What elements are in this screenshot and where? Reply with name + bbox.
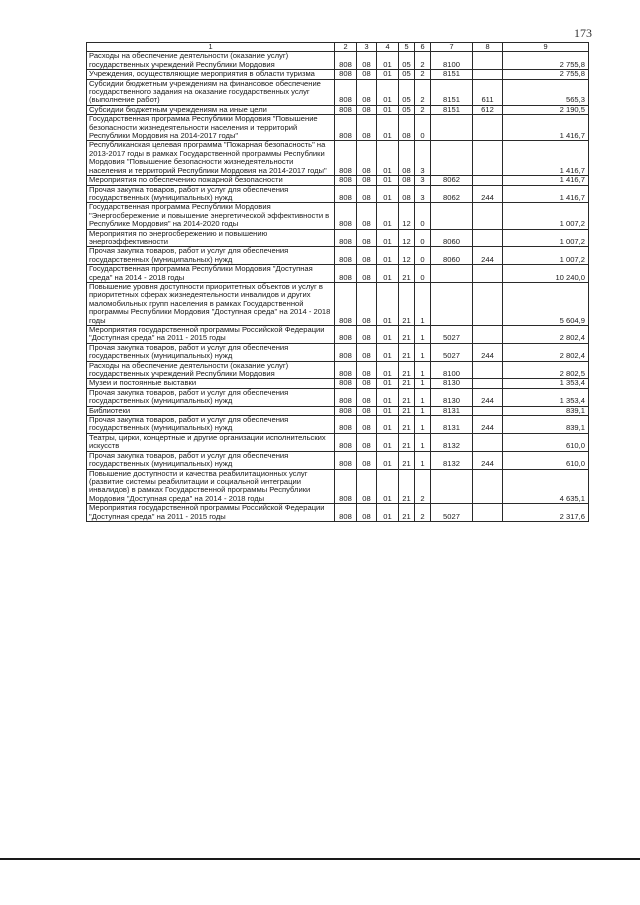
- subsection-code-cell: 01: [377, 176, 399, 185]
- table-row: [87, 105, 589, 114]
- subsection-code-cell: 01: [377, 406, 399, 415]
- subprogram-code-cell: 2: [415, 105, 431, 114]
- program-code-cell: 05: [399, 70, 415, 79]
- program-code-cell: 08: [399, 185, 415, 203]
- section-code-cell: 08: [357, 469, 377, 504]
- amount-cell: 1 416,7: [503, 141, 589, 176]
- expense-type-cell: [473, 141, 503, 176]
- item-name-cell: Прочая закупка товаров, работ и услуг для обеспечения государственных (муниципальных) нужд: [87, 388, 335, 406]
- expense-type-cell: [473, 469, 503, 504]
- section-code-cell: 08: [357, 229, 377, 247]
- column-header-2: 2: [335, 43, 357, 52]
- item-name-cell: Мероприятия по обеспечению пожарной безопасности: [87, 176, 335, 185]
- table-row: [87, 70, 589, 79]
- ministry-code-cell: 808: [335, 469, 357, 504]
- table-row: [87, 326, 589, 344]
- section-code-cell: 08: [357, 379, 377, 388]
- page-bottom-rule: [0, 858, 640, 860]
- program-code-cell: 21: [399, 343, 415, 361]
- direction-code-cell: 8131: [431, 416, 473, 434]
- program-code-cell: 05: [399, 79, 415, 105]
- direction-code-cell: [431, 115, 473, 141]
- direction-code-cell: [431, 141, 473, 176]
- subsection-code-cell: 01: [377, 451, 399, 469]
- section-code-cell: 08: [357, 433, 377, 451]
- program-code-cell: 21: [399, 379, 415, 388]
- subsection-code-cell: 01: [377, 52, 399, 70]
- subprogram-code-cell: 2: [415, 469, 431, 504]
- expense-type-cell: [473, 282, 503, 325]
- amount-cell: 1 007,2: [503, 247, 589, 265]
- ministry-code-cell: 808: [335, 247, 357, 265]
- section-code-cell: 08: [357, 185, 377, 203]
- amount-cell: 1 353,4: [503, 388, 589, 406]
- column-header-4: 4: [377, 43, 399, 52]
- section-code-cell: 08: [357, 141, 377, 176]
- amount-cell: 2 755,8: [503, 52, 589, 70]
- section-code-cell: 08: [357, 79, 377, 105]
- program-code-cell: 12: [399, 247, 415, 265]
- subprogram-code-cell: 3: [415, 185, 431, 203]
- subprogram-code-cell: 1: [415, 433, 431, 451]
- direction-code-cell: 8060: [431, 247, 473, 265]
- amount-cell: 2 802,5: [503, 361, 589, 379]
- program-code-cell: 21: [399, 282, 415, 325]
- column-header-3: 3: [357, 43, 377, 52]
- program-code-cell: 21: [399, 433, 415, 451]
- subsection-code-cell: 01: [377, 469, 399, 504]
- subsection-code-cell: 01: [377, 361, 399, 379]
- amount-cell: 1 007,2: [503, 229, 589, 247]
- direction-code-cell: 5027: [431, 343, 473, 361]
- subprogram-code-cell: 1: [415, 343, 431, 361]
- amount-cell: 839,1: [503, 406, 589, 415]
- section-code-cell: 08: [357, 115, 377, 141]
- subprogram-code-cell: 1: [415, 326, 431, 344]
- program-code-cell: 21: [399, 265, 415, 283]
- item-name-cell: Прочая закупка товаров, работ и услуг для обеспечения государственных (муниципальных) нужд: [87, 416, 335, 434]
- direction-code-cell: 8100: [431, 361, 473, 379]
- expense-type-cell: [473, 433, 503, 451]
- program-code-cell: 21: [399, 504, 415, 522]
- subprogram-code-cell: 1: [415, 416, 431, 434]
- ministry-code-cell: 808: [335, 105, 357, 114]
- table-row: [87, 282, 589, 325]
- item-name-cell: Расходы на обеспечение деятельности (оказание услуг) государственных учреждений Республики Мордовия: [87, 361, 335, 379]
- subsection-code-cell: 01: [377, 105, 399, 114]
- table-row: [87, 185, 589, 203]
- amount-cell: 2 755,8: [503, 70, 589, 79]
- direction-code-cell: 5027: [431, 326, 473, 344]
- amount-cell: 10 240,0: [503, 265, 589, 283]
- ministry-code-cell: 808: [335, 79, 357, 105]
- program-code-cell: 05: [399, 105, 415, 114]
- ministry-code-cell: 808: [335, 504, 357, 522]
- section-code-cell: 08: [357, 388, 377, 406]
- column-header-6: 6: [415, 43, 431, 52]
- item-name-cell: Прочая закупка товаров, работ и услуг для обеспечения государственных (муниципальных) нужд: [87, 343, 335, 361]
- subprogram-code-cell: 2: [415, 504, 431, 522]
- direction-code-cell: 8130: [431, 388, 473, 406]
- direction-code-cell: 8151: [431, 70, 473, 79]
- direction-code-cell: 8100: [431, 52, 473, 70]
- program-code-cell: 08: [399, 176, 415, 185]
- expense-type-cell: [473, 203, 503, 229]
- ministry-code-cell: 808: [335, 379, 357, 388]
- subprogram-code-cell: 3: [415, 141, 431, 176]
- table-row: [87, 343, 589, 361]
- expense-type-cell: 244: [473, 185, 503, 203]
- table-row: [87, 379, 589, 388]
- subsection-code-cell: 01: [377, 79, 399, 105]
- ministry-code-cell: 808: [335, 451, 357, 469]
- column-header-9: 9: [503, 43, 589, 52]
- table-row: [87, 229, 589, 247]
- subsection-code-cell: 01: [377, 115, 399, 141]
- amount-cell: 1 416,7: [503, 176, 589, 185]
- ministry-code-cell: 808: [335, 361, 357, 379]
- ministry-code-cell: 808: [335, 52, 357, 70]
- ministry-code-cell: 808: [335, 343, 357, 361]
- subprogram-code-cell: 1: [415, 406, 431, 415]
- program-code-cell: 12: [399, 203, 415, 229]
- subsection-code-cell: 01: [377, 433, 399, 451]
- program-code-cell: 21: [399, 326, 415, 344]
- amount-cell: 1 353,4: [503, 379, 589, 388]
- direction-code-cell: 8062: [431, 185, 473, 203]
- subsection-code-cell: 01: [377, 185, 399, 203]
- section-code-cell: 08: [357, 203, 377, 229]
- ministry-code-cell: 808: [335, 282, 357, 325]
- item-name-cell: Государственная программа Республики Мордовия "Энергосбережение и повышение энергетической эффективности в Республике Мордовия" на 2014-2020 годы: [87, 203, 335, 229]
- table-row: [87, 388, 589, 406]
- expense-type-cell: [473, 504, 503, 522]
- expense-type-cell: 244: [473, 343, 503, 361]
- ministry-code-cell: 808: [335, 229, 357, 247]
- expense-type-cell: [473, 52, 503, 70]
- table-row: [87, 141, 589, 176]
- ministry-code-cell: 808: [335, 406, 357, 415]
- section-code-cell: 08: [357, 406, 377, 415]
- expense-type-cell: [473, 229, 503, 247]
- expense-type-cell: 244: [473, 388, 503, 406]
- direction-code-cell: 8151: [431, 79, 473, 105]
- direction-code-cell: 8130: [431, 379, 473, 388]
- ministry-code-cell: 808: [335, 115, 357, 141]
- column-header-8: 8: [473, 43, 503, 52]
- program-code-cell: 21: [399, 361, 415, 379]
- expense-type-cell: [473, 176, 503, 185]
- direction-code-cell: 8062: [431, 176, 473, 185]
- ministry-code-cell: 808: [335, 433, 357, 451]
- ministry-code-cell: 808: [335, 176, 357, 185]
- direction-code-cell: [431, 203, 473, 229]
- expense-type-cell: [473, 70, 503, 79]
- subprogram-code-cell: 0: [415, 115, 431, 141]
- subprogram-code-cell: 2: [415, 52, 431, 70]
- section-code-cell: 08: [357, 326, 377, 344]
- section-code-cell: 08: [357, 265, 377, 283]
- item-name-cell: Прочая закупка товаров, работ и услуг для обеспечения государственных (муниципальных) нужд: [87, 185, 335, 203]
- subsection-code-cell: 01: [377, 379, 399, 388]
- ministry-code-cell: 808: [335, 326, 357, 344]
- amount-cell: 610,0: [503, 433, 589, 451]
- subprogram-code-cell: 1: [415, 361, 431, 379]
- subsection-code-cell: 01: [377, 265, 399, 283]
- subsection-code-cell: 01: [377, 343, 399, 361]
- expense-type-cell: [473, 361, 503, 379]
- table-row: [87, 504, 589, 522]
- direction-code-cell: 5027: [431, 504, 473, 522]
- amount-cell: 2 802,4: [503, 326, 589, 344]
- table-row: [87, 265, 589, 283]
- column-header-1: 1: [87, 43, 335, 52]
- direction-code-cell: [431, 265, 473, 283]
- program-code-cell: 21: [399, 416, 415, 434]
- expense-type-cell: [473, 326, 503, 344]
- ministry-code-cell: 808: [335, 141, 357, 176]
- amount-cell: 565,3: [503, 79, 589, 105]
- table-header-row: [87, 43, 589, 52]
- expense-type-cell: 612: [473, 105, 503, 114]
- column-header-5: 5: [399, 43, 415, 52]
- section-code-cell: 08: [357, 52, 377, 70]
- program-code-cell: 21: [399, 388, 415, 406]
- subprogram-code-cell: 0: [415, 229, 431, 247]
- section-code-cell: 08: [357, 70, 377, 79]
- subprogram-code-cell: 1: [415, 388, 431, 406]
- subsection-code-cell: 01: [377, 416, 399, 434]
- expense-type-cell: 611: [473, 79, 503, 105]
- program-code-cell: 05: [399, 52, 415, 70]
- expense-type-cell: 244: [473, 416, 503, 434]
- table-row: [87, 115, 589, 141]
- direction-code-cell: [431, 282, 473, 325]
- subsection-code-cell: 01: [377, 70, 399, 79]
- amount-cell: 1 416,7: [503, 115, 589, 141]
- table-row: [87, 433, 589, 451]
- subsection-code-cell: 01: [377, 282, 399, 325]
- expense-type-cell: 244: [473, 247, 503, 265]
- section-code-cell: 08: [357, 416, 377, 434]
- subprogram-code-cell: 0: [415, 247, 431, 265]
- subsection-code-cell: 01: [377, 504, 399, 522]
- subsection-code-cell: 01: [377, 247, 399, 265]
- section-code-cell: 08: [357, 343, 377, 361]
- item-name-cell: Государственная программа Республики Мордовия "Доступная среда" на 2014 - 2018 годы: [87, 265, 335, 283]
- program-code-cell: 21: [399, 469, 415, 504]
- program-code-cell: 12: [399, 229, 415, 247]
- subprogram-code-cell: 0: [415, 203, 431, 229]
- amount-cell: 4 635,1: [503, 469, 589, 504]
- item-name-cell: Государственная программа Республики Мордовия "Повышение безопасности жизнедеятельности населения и территорий Республики Мордовия на 2014-2017 годы": [87, 115, 335, 141]
- amount-cell: 2 190,5: [503, 105, 589, 114]
- subprogram-code-cell: 0: [415, 265, 431, 283]
- direction-code-cell: 8131: [431, 406, 473, 415]
- section-code-cell: 08: [357, 176, 377, 185]
- ministry-code-cell: 808: [335, 203, 357, 229]
- item-name-cell: Субсидии бюджетным учреждениям на финансовое обеспечение государственного задания на оказание государственных услуг (выполнение работ): [87, 79, 335, 105]
- table-row: [87, 203, 589, 229]
- section-code-cell: 08: [357, 451, 377, 469]
- subprogram-code-cell: 1: [415, 379, 431, 388]
- amount-cell: 2 802,4: [503, 343, 589, 361]
- expense-type-cell: [473, 115, 503, 141]
- item-name-cell: Мероприятия государственной программы Российской Федерации "Доступная среда" на 2011 - 2015 годы: [87, 504, 335, 522]
- item-name-cell: Повышение уровня доступности приоритетных объектов и услуг в приоритетных сферах жизнедеятельности инвалидов и других маломобильных групп населения в рамках Государственной программы Республики Мордовия "Доступная среда" на 2014 - 2018 годы: [87, 282, 335, 325]
- item-name-cell: Повышение доступности и качества реабилитационных услуг (развитие системы реабилитации и социальной интеграции инвалидов) в рамках Государственной программы Республики Мордовия "Доступная среда" на 2014 - 2018 годы: [87, 469, 335, 504]
- item-name-cell: Музеи и постоянные выставки: [87, 379, 335, 388]
- subsection-code-cell: 01: [377, 388, 399, 406]
- program-code-cell: 21: [399, 451, 415, 469]
- item-name-cell: Мероприятия по энергосбережению и повышению энергоэффективности: [87, 229, 335, 247]
- item-name-cell: Расходы на обеспечение деятельности (оказание услуг) государственных учреждений Республики Мордовия: [87, 52, 335, 70]
- subprogram-code-cell: 1: [415, 282, 431, 325]
- amount-cell: 5 604,9: [503, 282, 589, 325]
- ministry-code-cell: 808: [335, 70, 357, 79]
- table-row: [87, 406, 589, 415]
- program-code-cell: 08: [399, 141, 415, 176]
- table-row: [87, 469, 589, 504]
- item-name-cell: Прочая закупка товаров, работ и услуг для обеспечения государственных (муниципальных) нужд: [87, 247, 335, 265]
- direction-code-cell: 8132: [431, 433, 473, 451]
- ministry-code-cell: 808: [335, 185, 357, 203]
- amount-cell: 610,0: [503, 451, 589, 469]
- amount-cell: 1 416,7: [503, 185, 589, 203]
- section-code-cell: 08: [357, 105, 377, 114]
- subprogram-code-cell: 2: [415, 70, 431, 79]
- item-name-cell: Субсидии бюджетным учреждениям на иные цели: [87, 105, 335, 114]
- item-name-cell: Прочая закупка товаров, работ и услуг для обеспечения государственных (муниципальных) нужд: [87, 451, 335, 469]
- amount-cell: 839,1: [503, 416, 589, 434]
- expense-type-cell: 244: [473, 451, 503, 469]
- section-code-cell: 08: [357, 247, 377, 265]
- item-name-cell: Театры, цирки, концертные и другие организации исполнительских искусств: [87, 433, 335, 451]
- program-code-cell: 21: [399, 406, 415, 415]
- table-row: [87, 247, 589, 265]
- program-code-cell: 08: [399, 115, 415, 141]
- ministry-code-cell: 808: [335, 265, 357, 283]
- item-name-cell: Мероприятия государственной программы Российской Федерации "Доступная среда" на 2011 - 2015 годы: [87, 326, 335, 344]
- table-row: [87, 451, 589, 469]
- subsection-code-cell: 01: [377, 229, 399, 247]
- item-name-cell: Библиотеки: [87, 406, 335, 415]
- subprogram-code-cell: 3: [415, 176, 431, 185]
- item-name-cell: Учреждения, осуществляющие мероприятия в области туризма: [87, 70, 335, 79]
- subprogram-code-cell: 2: [415, 79, 431, 105]
- direction-code-cell: 8132: [431, 451, 473, 469]
- section-code-cell: 08: [357, 504, 377, 522]
- subprogram-code-cell: 1: [415, 451, 431, 469]
- table-row: [87, 361, 589, 379]
- direction-code-cell: 8151: [431, 105, 473, 114]
- expense-type-cell: [473, 406, 503, 415]
- section-code-cell: 08: [357, 361, 377, 379]
- ministry-code-cell: 808: [335, 388, 357, 406]
- amount-cell: 2 317,6: [503, 504, 589, 522]
- item-name-cell: Республиканская целевая программа "Пожарная безопасность" на 2013-2017 годы в рамках Государственной программы Республики Мордовия "Повышение безопасности жизнедеятельности населения и территорий Республики Мордовия на 2014-2017 годы": [87, 141, 335, 176]
- direction-code-cell: 8060: [431, 229, 473, 247]
- table-row: [87, 52, 589, 70]
- subsection-code-cell: 01: [377, 326, 399, 344]
- subsection-code-cell: 01: [377, 141, 399, 176]
- expense-type-cell: [473, 379, 503, 388]
- table-body: [87, 52, 589, 522]
- budget-table-sheet: [86, 42, 588, 522]
- table-row: [87, 416, 589, 434]
- table-row: [87, 176, 589, 185]
- subsection-code-cell: 01: [377, 203, 399, 229]
- page-number: 173: [574, 26, 592, 40]
- section-code-cell: 08: [357, 282, 377, 325]
- table-row: [87, 79, 589, 105]
- ministry-code-cell: 808: [335, 416, 357, 434]
- amount-cell: 1 007,2: [503, 203, 589, 229]
- expense-type-cell: [473, 265, 503, 283]
- direction-code-cell: [431, 469, 473, 504]
- budget-table: [86, 42, 589, 522]
- column-header-7: 7: [431, 43, 473, 52]
